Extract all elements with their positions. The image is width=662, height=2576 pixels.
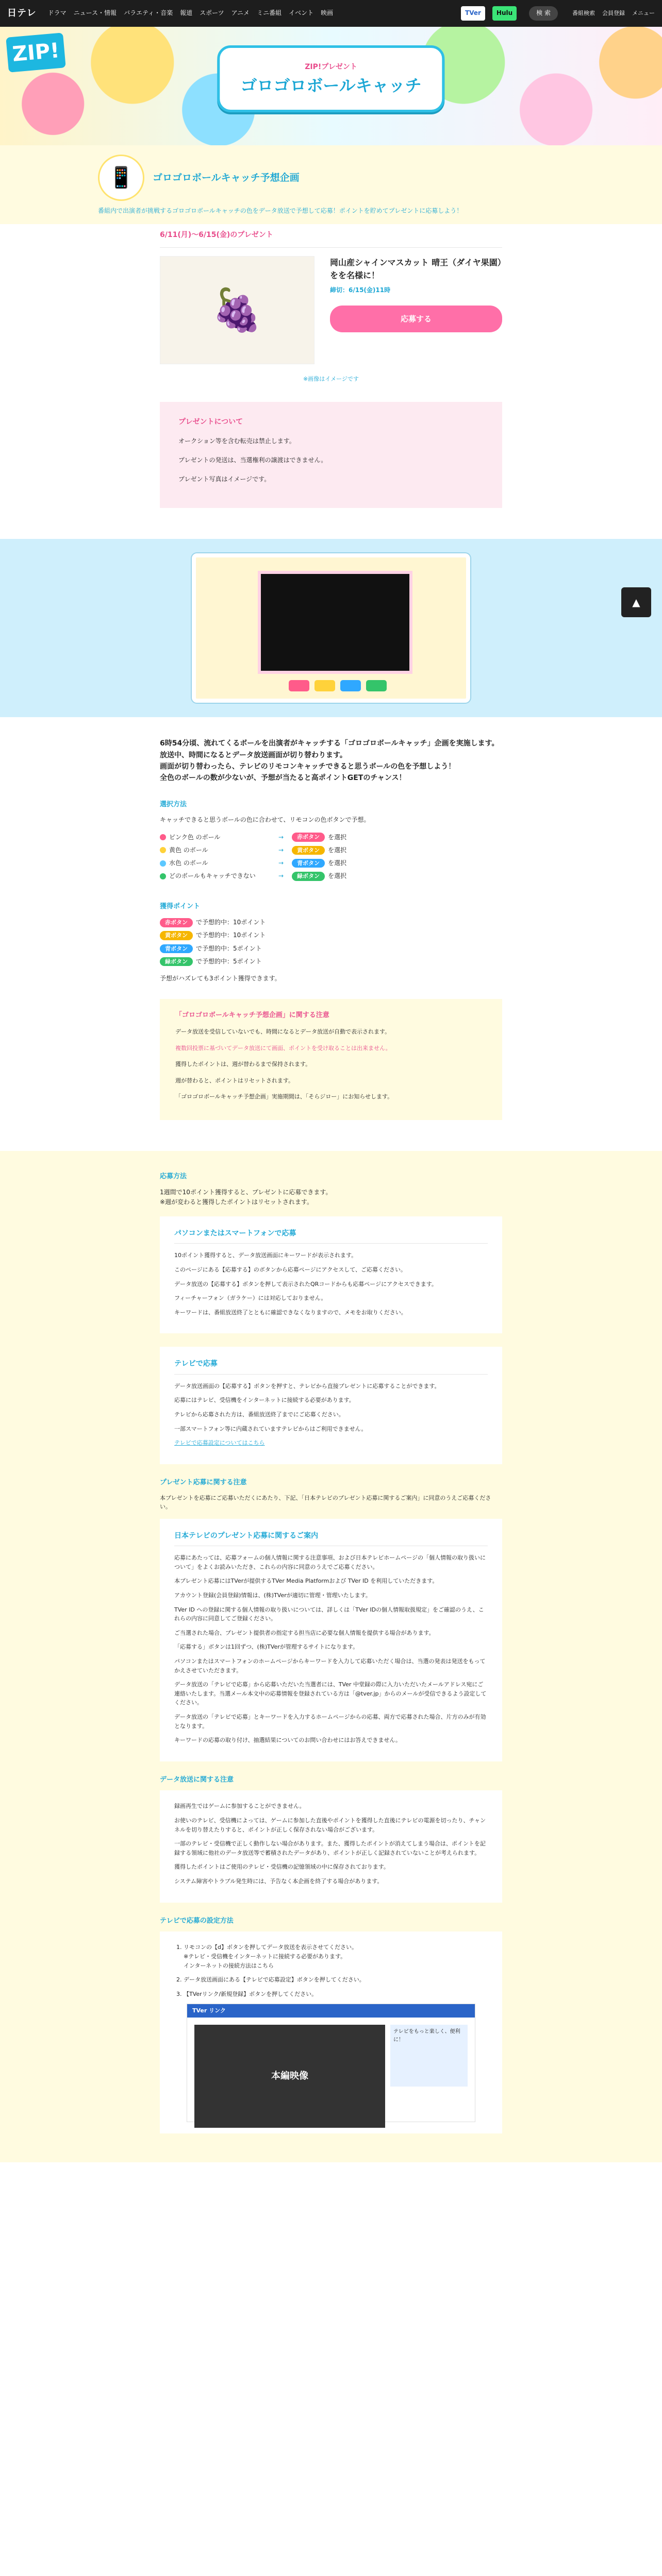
choose-end: を選択 — [328, 859, 347, 867]
prize-name: 岡山産シャインマスカット 晴王（ダイヤ果園）をを名様に！ — [330, 257, 502, 281]
points-text: で予想的中：5ポイント — [196, 957, 262, 965]
present-about-item: プレゼント写真はイメージです。 — [178, 475, 271, 483]
pc-apply-item: 10ポイント獲得すると、データ放送画面にキーワードが表示されます。 — [174, 1252, 357, 1259]
nav-item[interactable]: バラエティ・音楽 — [124, 9, 173, 17]
apply-area — [0, 1151, 662, 2162]
global-header — [0, 0, 662, 27]
hero-title-badge — [217, 45, 444, 112]
pc-apply-item: キーワードは、番組放送終了とともに確認できなくなりますので、メモをお取りください。 — [174, 1309, 407, 1316]
program-search-link[interactable]: 番組検索 — [572, 10, 595, 17]
tv-apply-title: テレビで応募 — [174, 1358, 488, 1374]
privacy-item: 応募にあたっては、応募フォームの個人情報に関する注意事項、および日本テレビホームページの「個人情報の取り扱いについて」をよくお読みいただき、これらの内容に同意のうえでご応募ください。 — [174, 1554, 486, 1570]
present-about-item: オークション等を含む転売は禁止します。 — [178, 437, 295, 445]
nav-item[interactable]: ニュース・情報 — [73, 9, 117, 17]
choose-row — [160, 833, 502, 842]
points-row — [160, 918, 502, 927]
privacy-item: データ放送の「テレビで応募」とキーワードを入力するホームページからの応募、両方で応募された場合、片方のみが有効となります。 — [174, 1713, 486, 1730]
caution-item: 複数回投票に基づいてデータ放送にて画面、ポイントを受け取ることは出来ません。 — [175, 1044, 391, 1052]
privacy-item: ご当選された場合、プレゼント提供者の指定する担当店に必要な個人情報を提供する場合があります。 — [174, 1629, 435, 1636]
lead-text: 6時54分頃、流れてくるボールを出演者がキャッチする「ゴロゴロボールキャッチ」企画を実施します。 放送中、時間になるとデータ放送画面が切り替わります。 画面が切り替わったら、テレビのリモコンキャッチできると思うボールの色を予想しよう！ 全色のボールの数が少ないが、予想が当たると高ポイントGETのチャンス！ — [160, 739, 499, 783]
apply-title: 応募方法 — [160, 1172, 187, 1180]
rules-section — [0, 738, 662, 1120]
menu-button[interactable]: メニュー — [632, 10, 655, 17]
choose-end: を選択 — [328, 846, 347, 854]
hero-title: ゴロゴロボールキャッチ — [240, 76, 422, 96]
pc-apply-title: パソコンまたはスマートフォンで応募 — [174, 1228, 488, 1244]
present-about-title: プレゼントについて — [178, 418, 243, 427]
pc-apply-item: このページにある【応募する】のボタンから応募ページにアクセスして、ご応募ください。 — [174, 1266, 407, 1274]
green-key — [366, 680, 387, 691]
tver-screen-illustration — [187, 2004, 475, 2122]
search-button[interactable]: 検 索 — [529, 6, 558, 20]
privacy-item: キーワードの応募の取り付け、抽選結果についてのお問い合わせにはお答えできません。 — [174, 1737, 401, 1744]
databroadcast-item: システム障害やトラブル発生時には、予告なく本企画を終了する場合があります。 — [174, 1878, 383, 1885]
tv-illustration — [192, 553, 470, 703]
prize-period: 6/11(月)〜6/15(金)のプレゼント — [160, 224, 502, 247]
campaign-header — [0, 145, 662, 206]
blue-button-pill: 青ボタン — [160, 944, 193, 954]
blue-button-pill: 青ボタン — [292, 859, 325, 868]
prize-image — [160, 256, 315, 364]
tver-side-panel — [390, 2025, 468, 2087]
yellow-key — [315, 680, 335, 691]
tver-preview: 本編映像 — [194, 2025, 385, 2128]
caution-item: データ放送を受信していないでも、時間になるとデータ放送が自動で表示されます。 — [175, 1028, 391, 1035]
page-top-button[interactable]: ▲ — [621, 587, 651, 617]
hero-subtitle: ZIP!プレゼント — [305, 63, 357, 71]
image-note: ※画像はイメージです — [303, 375, 359, 382]
nav-item[interactable]: スポーツ — [200, 9, 224, 17]
choose-end: を選択 — [328, 872, 347, 880]
blue-dot-icon — [160, 860, 166, 867]
points-row — [160, 930, 502, 940]
privacy-title: プレゼント応募に関する注意 — [160, 1478, 247, 1486]
caution-title: 「ゴロゴロボールキャッチ予想企画」に関する注意 — [175, 1011, 329, 1020]
databroadcast-item: 録画再生ではゲームに参加することができません。 — [174, 1803, 305, 1810]
choose-label: 水色 のボール — [169, 859, 208, 867]
caution-item: 獲得したポイントは、週が替わるまで保持されます。 — [175, 1061, 311, 1068]
points-note: 予想がハズレても3ポイント獲得できます。 — [160, 974, 281, 982]
privacy-item: パソコンまたはスマートフォンのホームページからキーワードを入力して応募いただく場合は、当選の発表は発送をもってかえさせていただきます。 — [174, 1657, 486, 1674]
present-about-item: プレゼントの発送は、当選権利の譲渡はできません。 — [178, 456, 327, 464]
prize-section — [0, 224, 662, 508]
prize-card — [160, 256, 502, 364]
header-icons — [572, 9, 655, 18]
choose-row — [160, 871, 502, 881]
pink-dot-icon — [160, 834, 166, 840]
tver-link[interactable]: TVer — [461, 6, 485, 20]
green-button-pill: 緑ボタン — [160, 957, 193, 967]
databroadcast-item: お使いのテレビ、受信機によっては、ゲームに参加した直後やポイントを獲得した直後にテレビの電源を切ったり、チャンネルを切り替えたりすると、ポイントが正しく保存されない場合がございます。 — [174, 1817, 486, 1833]
points-text: で予想的中：10ポイント — [196, 931, 266, 939]
choose-desc: キャッチできると思うボールの色に合わせて、リモコンの色ボタンで予想。 — [160, 816, 370, 824]
blue-key — [340, 680, 361, 691]
nav-item[interactable]: イベント — [289, 9, 314, 17]
pc-apply-card — [160, 1216, 502, 1333]
tv-apply-item: テレビから応募された方は、番組放送終了までにご応募ください。 — [174, 1411, 344, 1418]
hulu-link[interactable]: Hulu — [492, 6, 517, 20]
nav-item[interactable]: 映画 — [321, 9, 334, 17]
points-text: で予想的中：10ポイント — [196, 919, 266, 926]
privacy-item: アカウント登録(会員登録)情報は、(株)TVerが適切に管理・管理いたします。 — [174, 1591, 371, 1599]
tvsettings-step: 3. 【TVerリンク/新規登録】ボタンを押してください。 — [184, 1990, 488, 1999]
yellow-button-pill: 黄ボタン — [160, 931, 193, 940]
tver-bar: TVer リンク — [187, 2004, 475, 2018]
choose-title: 選択方法 — [160, 800, 187, 808]
remote-control-icon: 📱 — [98, 155, 144, 201]
tver-note: テレビをもっと楽しく、便利に！ — [393, 2029, 460, 2043]
tvsettings-title: テレビで応募の設定方法 — [160, 1917, 234, 1925]
databroadcast-title: データ放送に関する注意 — [160, 1775, 234, 1784]
tv-screen — [258, 571, 412, 674]
tv-apply-card — [160, 1347, 502, 1464]
databroadcast-item: 獲得したポイントはご使用のテレビ・受信機の記憶領域の中に保存されております。 — [174, 1863, 389, 1871]
global-nav — [48, 8, 454, 18]
arrow-icon: → — [278, 859, 284, 867]
color-keys — [289, 680, 387, 691]
choose-label: 黄色 のボール — [169, 846, 208, 854]
tv-apply-item: 一部スマートフォン等に内蔵されていますテレビからはご利用できません。 — [174, 1425, 367, 1432]
caution-item: 週が替わると、ポイントはリセットされます。 — [175, 1077, 294, 1084]
choose-label: どのボールもキャッチできない — [169, 872, 256, 880]
campaign-note: 番組内で出演者が挑戦するゴロゴロボールキャッチの色をデータ放送で予想して応募！ポイントを貯めてプレゼントに応募しよう！ — [0, 206, 662, 224]
points-text: で予想的中：5ポイント — [196, 944, 262, 952]
choose-row — [160, 845, 502, 855]
tvsettings-step: 1. リモコンの【d】ボタンを押してデータ放送を表示させてください。 ※テレビ・受信機をインターネットに接続する必要があります。 インターネットの接続方法はこちら — [184, 1943, 488, 1970]
red-button-pill: 赤ボタン — [292, 833, 325, 842]
privacy-item: TVer ID への登録に関する個人情報の取り扱いについては、詳しくは「TVer IDの個人情報取扱規定」をご確認のうえ、これらの内容に同意してご登録ください。 — [174, 1606, 484, 1622]
choose-row — [160, 858, 502, 868]
present-about-box — [160, 402, 502, 508]
pc-apply-item: フィーチャーフォン（ガラケー）には対応しておりません。 — [174, 1295, 327, 1302]
privacy-item: データ放送の「テレビで応募」から応募いただいた当選者には、TVer 中堂録の際に入力いただいたメールアドレス宛にご連絡いたします。当選メール本文中の応募情報を登録されている方は「@tver.jp」からのメールが受信できるよう設定してください。 — [174, 1681, 487, 1706]
caution-box — [160, 999, 502, 1120]
apply-button[interactable]: 応募する — [330, 306, 502, 332]
green-dot-icon — [160, 873, 166, 879]
yellow-dot-icon — [160, 847, 166, 853]
tv-settings-link[interactable]: テレビで応募設定についてはこちら — [174, 1439, 265, 1447]
red-button-pill: 赤ボタン — [160, 918, 193, 927]
yellow-button-pill: 黄ボタン — [292, 846, 325, 855]
zip-logo[interactable]: ZIP! — [6, 32, 66, 72]
tv-apply-item: 応募にはテレビ、受信機をインターネットに接続する必要があります。 — [174, 1397, 355, 1404]
databroadcast-item: 一部のテレビ・受信機で正しく動作しない場合があります。また、獲得したポイントが消えてしまう場合は、ポイントを記録する領域に他社のデータ放送等で蓄積されたデータがあり、ポイントが正しく記録されていないことが考えられます。 — [174, 1840, 486, 1856]
apply-intro: 1週間で10ポイント獲得すると、プレゼントに応募できます。 ※週が変わると獲得したポイントはリセットされます。 — [160, 1188, 332, 1206]
arrow-icon: → — [278, 833, 284, 841]
tvsettings-card — [160, 1931, 502, 2133]
points-row — [160, 944, 502, 954]
prize-deadline: 締切：6/15(金)11時 — [330, 286, 391, 294]
tv-apply-item: データ放送画面の【応募する】ボタンを押すと、テレビから直接プレゼントに応募することができます。 — [174, 1382, 440, 1389]
privacy-intro: 本プレゼントを応募にご応募いただくにあたり、下記、「日本テレビのプレゼント応募に関するご案内」に同意のうえご応募ください。 — [160, 1494, 491, 1511]
green-button-pill: 緑ボタン — [292, 872, 325, 881]
privacy-box-title: 日本テレビのプレゼント応募に関するご案内 — [174, 1530, 488, 1546]
nav-item[interactable]: 報道 — [180, 9, 193, 17]
privacy-item: 「応募する」ボタンは1回ずつ、(株)TVerが管理するサイトになります。 — [174, 1643, 359, 1651]
red-key — [289, 680, 309, 691]
databroadcast-card — [160, 1790, 502, 1902]
privacy-card — [160, 1519, 502, 1761]
choose-label: ピンク色 のボール — [169, 833, 221, 841]
grapes-icon: 🍇 — [211, 285, 263, 334]
caution-item: 「ゴロゴロボールキャッチ予想企画」実施期間は、「そらジロー」にお知らせします。 — [175, 1093, 393, 1100]
register-link[interactable]: 会員登録 — [602, 10, 625, 17]
privacy-item: 本プレゼント応募にはTVerが提供するTVer Media Platformおよび TVer ID を利用していただきます。 — [174, 1578, 438, 1585]
tvsettings-step: 2. データ放送画面にある【テレビで応募設定】ボタンを押してください。 — [184, 1975, 488, 1985]
choose-end: を選択 — [328, 833, 347, 841]
arrow-icon: → — [278, 846, 284, 854]
pc-apply-item: データ放送の【応募する】ボタンを押して表示されたQRコードからも応募ページにアクセスできます。 — [174, 1280, 437, 1287]
nav-item[interactable]: ドラマ — [47, 9, 67, 17]
nav-item[interactable]: ミニ番組 — [257, 9, 282, 17]
hero-banner — [0, 27, 662, 145]
campaign-title: ゴロゴロボールキャッチ予想企画 — [153, 172, 300, 183]
nav-item[interactable]: アニメ — [231, 9, 250, 17]
points-title: 獲得ポイント — [160, 903, 201, 911]
points-row — [160, 957, 502, 967]
arrow-icon: → — [278, 872, 284, 880]
ntv-logo[interactable]: 日テレ — [7, 7, 37, 19]
tv-illustration-band — [0, 539, 662, 717]
